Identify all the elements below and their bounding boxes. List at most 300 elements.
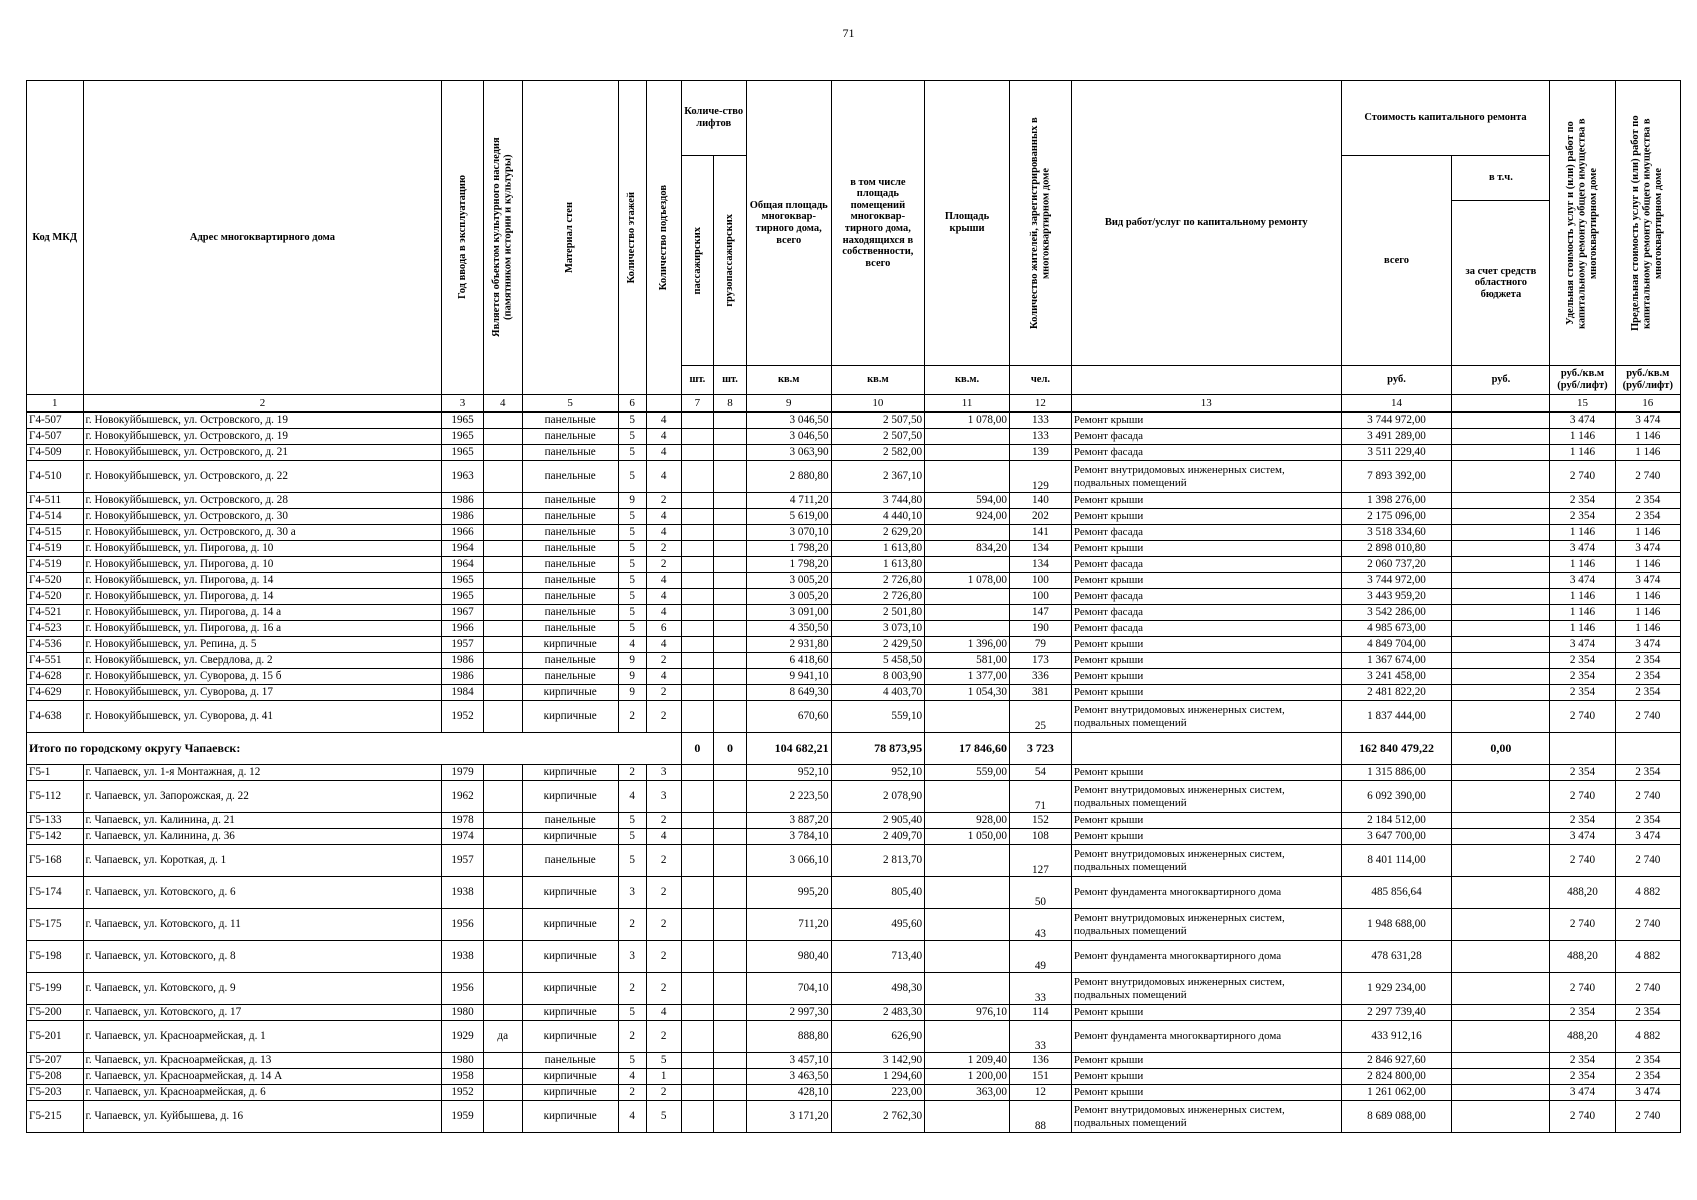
cell-heritage — [483, 509, 522, 525]
total-row — [27, 733, 1681, 765]
cell-total-area: 3 046,50 — [746, 412, 831, 429]
cell-limit-cost: 2 354 — [1615, 493, 1680, 509]
cell-material: панельные — [522, 669, 618, 685]
total-work-empty — [1071, 733, 1341, 765]
cell-floors: 9 — [618, 493, 646, 509]
cell-roof-area: 928,00 — [925, 813, 1010, 829]
cell-work-type: Ремонт фасада — [1071, 445, 1341, 461]
cell-entrances: 4 — [646, 605, 681, 621]
table-row — [27, 669, 1681, 685]
cell-work-type: Ремонт крыши — [1071, 1005, 1341, 1021]
cell-address: г. Новокуйбышевск, ул. Пирогова, д. 10 — [83, 541, 442, 557]
cell-cost: 2 481 822,20 — [1341, 685, 1452, 701]
cell-regional — [1452, 1005, 1550, 1021]
cell-entrances: 3 — [646, 765, 681, 781]
total-limit-empty — [1615, 733, 1680, 765]
cell-code: Г4-638 — [27, 701, 84, 733]
cell-lifts-passenger — [681, 1021, 714, 1053]
cell-residents: 50 — [1009, 877, 1071, 909]
cell-entrances: 4 — [646, 445, 681, 461]
cell-cost: 1 837 444,00 — [1341, 701, 1452, 733]
cell-code: Г5-203 — [27, 1085, 84, 1101]
column-number: 1 — [27, 395, 84, 413]
cell-cost: 2 846 927,60 — [1341, 1053, 1452, 1069]
cell-code: Г4-507 — [27, 412, 84, 429]
cell-lifts-cargo — [714, 701, 747, 733]
cell-year: 1964 — [442, 541, 483, 557]
cell-roof-area: 1 054,30 — [925, 685, 1010, 701]
cell-owned-area: 4 403,70 — [831, 685, 925, 701]
total-unit-empty — [1550, 733, 1615, 765]
column-number: 11 — [925, 395, 1010, 413]
cell-total-area: 428,10 — [746, 1085, 831, 1101]
cell-address: г. Новокуйбышевск, ул. Пирогова, д. 16 а — [83, 621, 442, 637]
header-lifts-passenger: пассажирских — [681, 156, 714, 366]
cell-lifts-passenger — [681, 637, 714, 653]
cell-material: кирпичные — [522, 941, 618, 973]
cell-floors: 9 — [618, 669, 646, 685]
cell-total-area: 888,80 — [746, 1021, 831, 1053]
cell-regional — [1452, 573, 1550, 589]
cell-total-area: 995,20 — [746, 877, 831, 909]
cell-floors: 2 — [618, 1085, 646, 1101]
cell-owned-area: 2 813,70 — [831, 845, 925, 877]
cell-owned-area: 3 142,90 — [831, 1053, 925, 1069]
cell-cost: 2 824 800,00 — [1341, 1069, 1452, 1085]
cell-limit-cost: 1 146 — [1615, 525, 1680, 541]
cell-floors: 5 — [618, 589, 646, 605]
cell-work-type: Ремонт фасада — [1071, 605, 1341, 621]
header-year: Год ввода в эксплуатацию — [442, 81, 483, 395]
cell-unit-cost: 2 740 — [1550, 701, 1615, 733]
cell-unit-cost: 1 146 — [1550, 429, 1615, 445]
table-row — [27, 445, 1681, 461]
cell-roof-area: 1 078,00 — [925, 412, 1010, 429]
cell-entrances: 4 — [646, 637, 681, 653]
table-body-group-2 — [27, 765, 1681, 1133]
cell-heritage — [483, 429, 522, 445]
cell-year: 1957 — [442, 845, 483, 877]
cell-regional — [1452, 621, 1550, 637]
cell-regional — [1452, 557, 1550, 573]
cell-address: г. Новокуйбышевск, ул. Пирогова, д. 14 — [83, 589, 442, 605]
cell-entrances: 4 — [646, 829, 681, 845]
cell-material: кирпичные — [522, 1005, 618, 1021]
cell-residents: 25 — [1009, 701, 1071, 733]
cell-regional — [1452, 525, 1550, 541]
cell-lifts-cargo — [714, 605, 747, 621]
cell-heritage — [483, 685, 522, 701]
cell-code: Г5-133 — [27, 813, 84, 829]
table-row — [27, 637, 1681, 653]
cell-unit-cost: 3 474 — [1550, 1085, 1615, 1101]
cell-unit-cost: 2 740 — [1550, 909, 1615, 941]
cell-address: г. Новокуйбышевск, ул. Суворова, д. 41 — [83, 701, 442, 733]
cell-regional — [1452, 845, 1550, 877]
cell-unit-cost: 1 146 — [1550, 589, 1615, 605]
cell-address: г. Новокуйбышевск, ул. Суворова, д. 15 б — [83, 669, 442, 685]
cell-year: 1965 — [442, 589, 483, 605]
cell-year: 1967 — [442, 605, 483, 621]
header-cost-total: всего — [1341, 156, 1452, 366]
cell-floors: 4 — [618, 781, 646, 813]
cell-heritage — [483, 653, 522, 669]
cell-entrances: 2 — [646, 685, 681, 701]
cell-floors: 5 — [618, 605, 646, 621]
cell-year: 1965 — [442, 429, 483, 445]
cell-residents: 140 — [1009, 493, 1071, 509]
cell-total-area: 952,10 — [746, 765, 831, 781]
cell-address: г. Чапаевск, ул. Калинина, д. 36 — [83, 829, 442, 845]
cell-floors: 2 — [618, 765, 646, 781]
cell-total-area: 4 350,50 — [746, 621, 831, 637]
cell-residents: 127 — [1009, 845, 1071, 877]
cell-entrances: 2 — [646, 941, 681, 973]
cell-owned-area: 559,10 — [831, 701, 925, 733]
cell-cost: 1 315 886,00 — [1341, 765, 1452, 781]
cell-floors: 5 — [618, 573, 646, 589]
cell-residents: 49 — [1009, 941, 1071, 973]
cell-code: Г4-520 — [27, 589, 84, 605]
cell-address: г. Чапаевск, ул. Красноармейская, д. 14 А — [83, 1069, 442, 1085]
cell-unit-cost: 2 740 — [1550, 461, 1615, 493]
cell-cost: 8 401 114,00 — [1341, 845, 1452, 877]
cell-entrances: 4 — [646, 589, 681, 605]
cell-owned-area: 2 726,80 — [831, 589, 925, 605]
table-body-group-1 — [27, 412, 1681, 733]
column-number: 13 — [1071, 395, 1341, 413]
cell-residents: 54 — [1009, 765, 1071, 781]
cell-material: панельные — [522, 412, 618, 429]
cell-total-area: 3 091,00 — [746, 605, 831, 621]
cell-work-type: Ремонт внутридомовых инженерных систем, подвальных помещений — [1071, 973, 1341, 1005]
cell-limit-cost: 2 354 — [1615, 765, 1680, 781]
table-row — [27, 589, 1681, 605]
cell-unit-cost: 2 740 — [1550, 845, 1615, 877]
cell-owned-area: 2 507,50 — [831, 412, 925, 429]
cell-year: 1980 — [442, 1053, 483, 1069]
cell-total-area: 2 223,50 — [746, 781, 831, 813]
cell-heritage — [483, 877, 522, 909]
cell-unit-cost: 3 474 — [1550, 412, 1615, 429]
header-floors: Количество этажей — [618, 81, 646, 395]
cell-roof-area — [925, 429, 1010, 445]
cell-limit-cost: 1 146 — [1615, 621, 1680, 637]
cell-entrances: 2 — [646, 1021, 681, 1053]
cell-lifts-passenger — [681, 605, 714, 621]
cell-total-area: 3 005,20 — [746, 573, 831, 589]
cell-residents: 79 — [1009, 637, 1071, 653]
cell-roof-area: 1 209,40 — [925, 1053, 1010, 1069]
cell-limit-cost: 2 354 — [1615, 509, 1680, 525]
cell-address: г. Чапаевск, ул. Красноармейская, д. 1 — [83, 1021, 442, 1053]
cell-limit-cost: 4 882 — [1615, 877, 1680, 909]
cell-work-type: Ремонт крыши — [1071, 765, 1341, 781]
table-row — [27, 605, 1681, 621]
cell-entrances: 2 — [646, 877, 681, 909]
cell-lifts-passenger — [681, 429, 714, 445]
cell-residents: 381 — [1009, 685, 1071, 701]
cell-cost: 1 398 276,00 — [1341, 493, 1452, 509]
cell-lifts-cargo — [714, 781, 747, 813]
header-cost: Стоимость капитального ремонта — [1341, 81, 1550, 156]
cell-code: Г4-507 — [27, 429, 84, 445]
cell-material: панельные — [522, 621, 618, 637]
cell-material: кирпичные — [522, 637, 618, 653]
cell-lifts-passenger — [681, 412, 714, 429]
cell-material: панельные — [522, 429, 618, 445]
cell-material: кирпичные — [522, 1021, 618, 1053]
cell-year: 1952 — [442, 701, 483, 733]
column-number — [646, 395, 681, 413]
cell-material: кирпичные — [522, 685, 618, 701]
cell-material: кирпичные — [522, 829, 618, 845]
cell-residents: 108 — [1009, 829, 1071, 845]
total-owned-area: 78 873,95 — [831, 733, 925, 765]
cell-total-area: 3 457,10 — [746, 1053, 831, 1069]
unit-sqm: кв.м — [746, 366, 831, 395]
cell-lifts-passenger — [681, 1053, 714, 1069]
cell-lifts-cargo — [714, 909, 747, 941]
cell-residents: 133 — [1009, 412, 1071, 429]
column-numbers-row — [27, 395, 1681, 413]
cell-total-area: 3 171,20 — [746, 1101, 831, 1133]
cell-residents: 136 — [1009, 1053, 1071, 1069]
cell-unit-cost: 488,20 — [1550, 877, 1615, 909]
cell-year: 1964 — [442, 557, 483, 573]
cell-heritage — [483, 973, 522, 1005]
cell-lifts-cargo — [714, 813, 747, 829]
cell-floors: 4 — [618, 637, 646, 653]
cell-work-type: Ремонт фасада — [1071, 589, 1341, 605]
cell-entrances: 2 — [646, 813, 681, 829]
cell-floors: 5 — [618, 1005, 646, 1021]
cell-code: Г5-208 — [27, 1069, 84, 1085]
total-roof-area: 17 846,60 — [925, 733, 1010, 765]
cell-regional — [1452, 1101, 1550, 1133]
cell-floors: 4 — [618, 1101, 646, 1133]
cell-residents: 129 — [1009, 461, 1071, 493]
cell-lifts-cargo — [714, 877, 747, 909]
cell-floors: 2 — [618, 701, 646, 733]
cell-total-area: 3 063,90 — [746, 445, 831, 461]
cell-limit-cost: 1 146 — [1615, 429, 1680, 445]
cell-cost: 1 929 234,00 — [1341, 973, 1452, 1005]
table-row — [27, 541, 1681, 557]
cell-regional — [1452, 909, 1550, 941]
cell-total-area: 6 418,60 — [746, 653, 831, 669]
cell-material: кирпичные — [522, 973, 618, 1005]
cell-entrances: 2 — [646, 541, 681, 557]
header-work-type: Вид работ/услуг по капитальному ремонту — [1071, 81, 1341, 366]
cell-residents: 141 — [1009, 525, 1071, 541]
cell-code: Г5-1 — [27, 765, 84, 781]
cell-cost: 3 744 972,00 — [1341, 573, 1452, 589]
cell-lifts-cargo — [714, 589, 747, 605]
cell-heritage — [483, 669, 522, 685]
cell-limit-cost: 2 740 — [1615, 781, 1680, 813]
cell-owned-area: 498,30 — [831, 973, 925, 1005]
header-total-area: Общая площадь многоквар-тирного дома, всего — [746, 81, 831, 366]
cell-owned-area: 1 294,60 — [831, 1069, 925, 1085]
cell-address: г. Новокуйбышевск, ул. Островского, д. 30 а — [83, 525, 442, 541]
total-residents: 3 723 — [1009, 733, 1071, 765]
table-row — [27, 557, 1681, 573]
cell-code: Г5-207 — [27, 1053, 84, 1069]
cell-work-type: Ремонт крыши — [1071, 1053, 1341, 1069]
column-number: 9 — [746, 395, 831, 413]
cell-entrances: 4 — [646, 573, 681, 589]
cell-cost: 2 898 010,80 — [1341, 541, 1452, 557]
cell-lifts-cargo — [714, 973, 747, 1005]
cell-work-type: Ремонт крыши — [1071, 685, 1341, 701]
cell-residents: 100 — [1009, 573, 1071, 589]
cell-cost: 3 443 959,20 — [1341, 589, 1452, 605]
cell-total-area: 4 711,20 — [746, 493, 831, 509]
cell-owned-area: 2 078,90 — [831, 781, 925, 813]
cell-lifts-passenger — [681, 685, 714, 701]
total-area: 104 682,21 — [746, 733, 831, 765]
cell-total-area: 3 066,10 — [746, 845, 831, 877]
cell-address: г. Чапаевск, ул. Котовского, д. 9 — [83, 973, 442, 1005]
cell-roof-area: 363,00 — [925, 1085, 1010, 1101]
total-label: Итого по городскому округу Чапаевск: — [27, 733, 682, 765]
table-row — [27, 1005, 1681, 1021]
cell-work-type: Ремонт фасада — [1071, 557, 1341, 573]
cell-floors: 5 — [618, 525, 646, 541]
cell-entrances: 2 — [646, 973, 681, 1005]
cell-material: панельные — [522, 653, 618, 669]
cell-limit-cost: 2 740 — [1615, 461, 1680, 493]
cell-material: кирпичные — [522, 909, 618, 941]
cell-lifts-cargo — [714, 557, 747, 573]
cell-address: г. Чапаевск, ул. Котовского, д. 17 — [83, 1005, 442, 1021]
cell-floors: 9 — [618, 685, 646, 701]
cell-lifts-cargo — [714, 1085, 747, 1101]
cell-entrances: 1 — [646, 1069, 681, 1085]
table-row — [27, 781, 1681, 813]
cell-limit-cost: 2 740 — [1615, 1101, 1680, 1133]
cell-work-type: Ремонт фасада — [1071, 429, 1341, 445]
column-number: 16 — [1615, 395, 1680, 413]
cell-code: Г4-519 — [27, 541, 84, 557]
cell-cost: 3 744 972,00 — [1341, 412, 1452, 429]
cell-code: Г4-629 — [27, 685, 84, 701]
cell-unit-cost: 1 146 — [1550, 557, 1615, 573]
cell-unit-cost: 3 474 — [1550, 541, 1615, 557]
unit-rub: руб. — [1341, 366, 1452, 395]
cell-work-type: Ремонт внутридомовых инженерных систем, подвальных помещений — [1071, 461, 1341, 493]
cell-limit-cost: 4 882 — [1615, 1021, 1680, 1053]
cell-heritage — [483, 1069, 522, 1085]
cell-unit-cost: 2 354 — [1550, 685, 1615, 701]
cell-total-area: 670,60 — [746, 701, 831, 733]
cell-lifts-passenger — [681, 589, 714, 605]
cell-entrances: 4 — [646, 509, 681, 525]
cell-work-type: Ремонт фасада — [1071, 525, 1341, 541]
header-lifts: Количе-ство лифтов — [681, 81, 746, 156]
cell-heritage — [483, 493, 522, 509]
cell-limit-cost: 1 146 — [1615, 557, 1680, 573]
cell-entrances: 2 — [646, 909, 681, 941]
table-row — [27, 493, 1681, 509]
cell-regional — [1452, 461, 1550, 493]
unit-sqm: кв.м — [831, 366, 925, 395]
cell-year: 1965 — [442, 412, 483, 429]
cell-heritage — [483, 525, 522, 541]
cell-material: кирпичные — [522, 1069, 618, 1085]
cell-year: 1957 — [442, 637, 483, 653]
cell-unit-cost: 1 146 — [1550, 525, 1615, 541]
cell-regional — [1452, 781, 1550, 813]
unit-pcs: шт. — [714, 366, 747, 395]
cell-lifts-passenger — [681, 509, 714, 525]
cell-address: г. Чапаевск, ул. Короткая, д. 1 — [83, 845, 442, 877]
cell-year: 1986 — [442, 653, 483, 669]
cell-limit-cost: 3 474 — [1615, 1085, 1680, 1101]
header-code: Код МКД — [27, 81, 84, 395]
cell-lifts-passenger — [681, 941, 714, 973]
table-row — [27, 845, 1681, 877]
cell-code: Г4-521 — [27, 605, 84, 621]
cell-cost: 3 511 229,40 — [1341, 445, 1452, 461]
cell-lifts-passenger — [681, 653, 714, 669]
cell-heritage — [483, 1085, 522, 1101]
cell-entrances: 6 — [646, 621, 681, 637]
cell-unit-cost: 2 354 — [1550, 509, 1615, 525]
cell-limit-cost: 2 354 — [1615, 1069, 1680, 1085]
cell-floors: 5 — [618, 1053, 646, 1069]
cell-roof-area — [925, 1021, 1010, 1053]
unit-people: чел. — [1009, 366, 1071, 395]
cell-work-type: Ремонт крыши — [1071, 829, 1341, 845]
cell-roof-area: 1 396,00 — [925, 637, 1010, 653]
cell-code: Г4-628 — [27, 669, 84, 685]
cell-unit-cost: 1 146 — [1550, 445, 1615, 461]
cell-lifts-cargo — [714, 765, 747, 781]
cell-lifts-cargo — [714, 1101, 747, 1133]
cell-code: Г5-199 — [27, 973, 84, 1005]
cell-residents: 114 — [1009, 1005, 1071, 1021]
cell-code: Г4-509 — [27, 445, 84, 461]
cell-roof-area: 559,00 — [925, 765, 1010, 781]
cell-limit-cost: 2 354 — [1615, 1053, 1680, 1069]
cell-code: Г4-520 — [27, 573, 84, 589]
cell-unit-cost: 2 740 — [1550, 973, 1615, 1005]
cell-total-area: 2 880,80 — [746, 461, 831, 493]
cell-owned-area: 805,40 — [831, 877, 925, 909]
cell-entrances: 2 — [646, 493, 681, 509]
cell-heritage — [483, 765, 522, 781]
header-entrances: Количество подъездов — [646, 81, 681, 395]
cell-roof-area — [925, 445, 1010, 461]
cell-lifts-passenger — [681, 1085, 714, 1101]
cell-floors: 5 — [618, 412, 646, 429]
cell-heritage — [483, 829, 522, 845]
cell-floors: 2 — [618, 909, 646, 941]
cell-floors: 2 — [618, 973, 646, 1005]
cell-cost: 6 092 390,00 — [1341, 781, 1452, 813]
column-number — [1452, 395, 1550, 413]
header-unit-cost: Удельная стоимость услуг и (или) работ по капитальному ремонту общего имущества в многоквартирном доме — [1550, 81, 1615, 366]
column-number: 2 — [83, 395, 442, 413]
cell-roof-area: 581,00 — [925, 653, 1010, 669]
cell-year: 1958 — [442, 1069, 483, 1085]
cell-lifts-cargo — [714, 653, 747, 669]
cell-address: г. Чапаевск, ул. Красноармейская, д. 13 — [83, 1053, 442, 1069]
cell-year: 1959 — [442, 1101, 483, 1133]
cell-regional — [1452, 445, 1550, 461]
